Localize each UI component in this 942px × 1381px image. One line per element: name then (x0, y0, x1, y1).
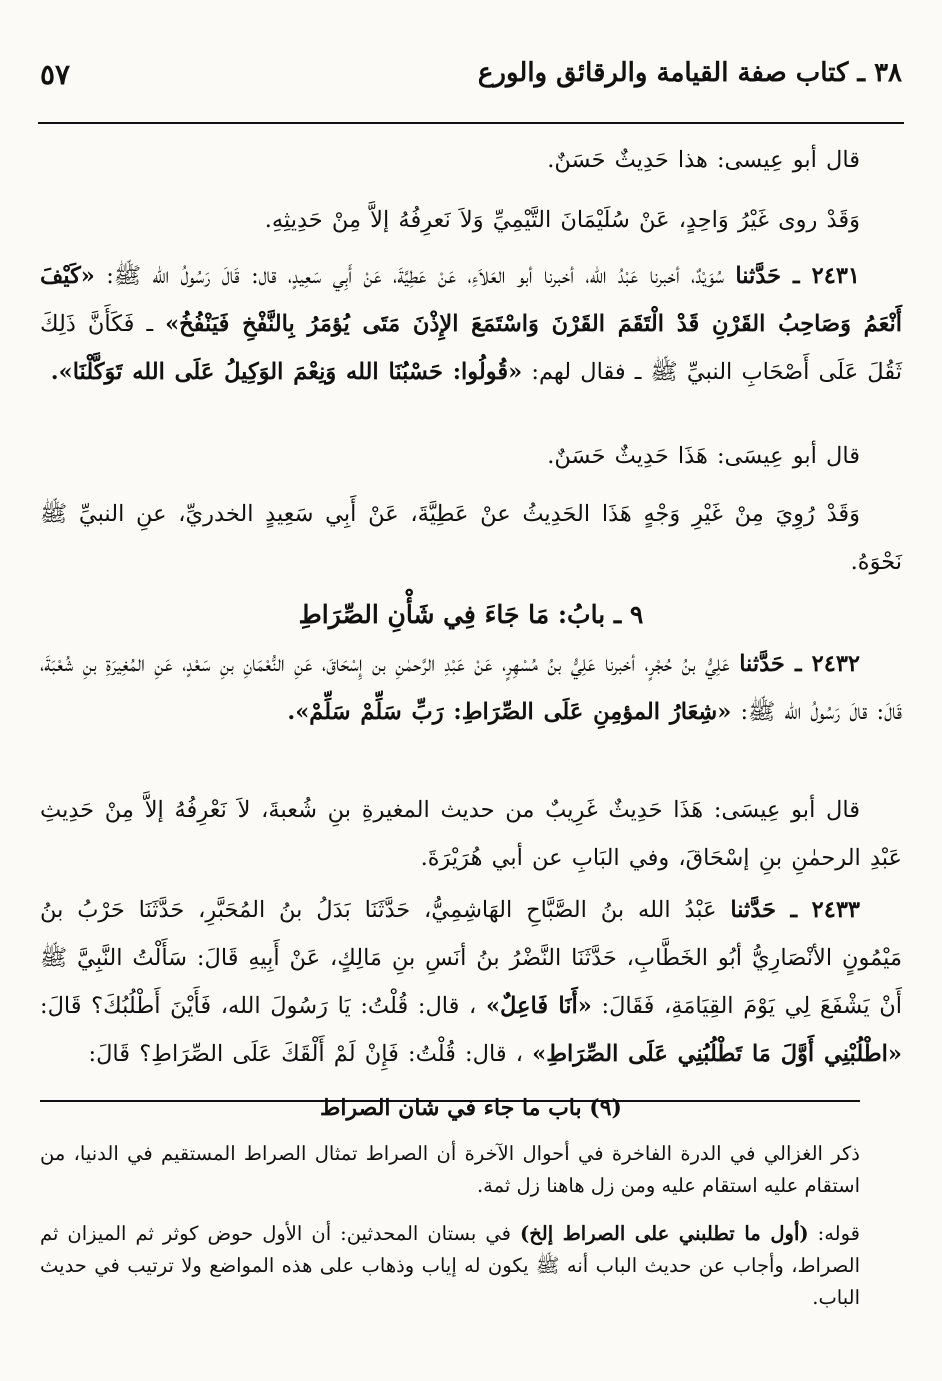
hadith-2433-narration-2: ، قال: قُلْتُ: فَإِنْ لَمْ أَلْقَكَ عَلَى الصِّرَاطِ؟ قَالَ: (88, 1041, 524, 1067)
hadith-2433-number: ٢٤٣٣ ـ حَدَّثنا (730, 897, 860, 923)
page-number: ٥٧ (40, 58, 71, 91)
footnote-lead: قوله: (808, 1222, 860, 1245)
footnote-paragraph-2 (40, 1218, 860, 1314)
hadith-2431-number: ٢٤٣١ ـ حَدَّثنا (735, 263, 861, 289)
hadith-2433 (40, 886, 902, 1078)
paragraph-abu-isa-2: قال أبو عِيسَى: هَذَا حَدِيثٌ حَسَنٌ. (547, 443, 860, 469)
hadith-2433-quote-2: «اطْلُبْنِي أَوَّلَ مَا تَطْلُبُنِي عَلَى الصِّرَاطِ» (532, 1041, 902, 1067)
hadith-2433-chain: عَبْدُ الله بنُ الصَّبَّاحِ الهَاشِمِيُّ، حَدَّثَنَا بَدَلُ بنُ المُحَبَّرِ، حَدَّثَنَا حَرْبُ بنُ مَيْمُونٍ الأنْصَارِيُّ أبُو الخَطَّابِ، حَدَّثَنَا النَّضْرُ بنُ أنَسِ بنِ مَالِكٍ، عَنْ أَبِيهِ قَالَ: سَأَلْتُ النَّبِيَّ ﷺ أَنْ يَشْفَعَ لِي يَوْمَ القِيَامَةِ، فَقَالَ: (40, 897, 902, 1019)
running-header-title: ٣٨ ـ كتاب صفة القيامة والرقائق والورع (477, 58, 902, 88)
footnote-quote: (أول ما تطلبني على الصراط إلخ) (519, 1222, 809, 1245)
hadith-2433-narration-1: ، قال: قُلْتُ: يَا رَسُولَ الله، فَأَيْنَ أَطْلُبُكَ؟ قَالَ: (40, 993, 477, 1019)
hadith-2431-chain: سُوَيْدٌ، أخبرنا عَبْدُ الله، أخبرنا أبو العَلاَءِ، عَنْ عَطِيَّةَ، عَنْ أَبِي سَعِيدٍ، قال: قَالَ رَسُولُ الله ﷺ: (106, 263, 724, 289)
hadith-2431-narration: ـ فَكَأَنَّ ذَلِكَ ثَقُلَ عَلَى أَصْحَابِ النبيِّ ﷺ ـ فقال لهم: (40, 311, 902, 385)
paragraph-abu-isa-3: قال أبو عِيسَى: هَذَا حَدِيثٌ غَرِيبٌ من حديث المغيرةِ بنِ شُعبةَ، لاَ نَعْرِفُهُ إلاَّ مِنْ حَدِيثِ عَبْدِ الرحمٰنِ بنِ إسْحَاقَ، وفي البَابِ عن أبي هُرَيْرَةَ. (40, 797, 902, 871)
footnote-paragraph-1: ذكر الغزالي في الدرة الفاخرة في أحوال الآخرة أن الصراط تمثال الصراط المستقيم في الدنيا، من استقام عليه استقام عليه ومن زل هاهنا زل ثمة. (40, 1142, 860, 1197)
hadith-2432-quote: «شِعَارُ المؤمِنِ عَلَى الصِّرَاطِ: رَبِّ سَلِّمْ سَلِّمْ». (287, 699, 732, 725)
hadith-2432-number: ٢٤٣٢ ـ حَدَّثنا (739, 651, 860, 677)
header-rule (38, 122, 904, 124)
hadith-2431 (40, 252, 902, 396)
chapter-heading: ٩ ـ بابُ: مَا جَاءَ فِي شَأْنِ الصِّرَاطِ (298, 600, 644, 629)
hadith-2432 (40, 640, 902, 736)
hadith-2431-quote-1: «كَيْفَ أَنْعَمُ وَصَاحِبُ القَرْنِ قَدْ الْتَقَمَ القَرْنَ وَاسْتَمَعَ الإِذْنَ مَتَى يُؤمَرُ بِالنَّفْخِ فَيَنْفُخُ» (40, 263, 902, 337)
footnote-title: (٩) باب ما جاء في شان الصراط (320, 1095, 622, 1121)
hadith-2431-quote-2: «قُولُوا: حَسْبُنَا الله وَنِعْمَ الوَكِيلُ عَلَى الله تَوَكَّلْنَا». (50, 359, 523, 385)
hadith-2432-chain: عَلِيُّ بنُ حُجْرٍ، أخبرنا عَلِيُّ بنُ مُسْهِرٍ، عَنْ عَبْدِ الرَّحمٰنِ بن إِسْحَاقَ، عَنِ النُّعْمَانِ بنِ سَعْدٍ، عَنِ المُغِيرَةِ بنِ شُعْبَةَ، قَالَ: قالَ رَسُولُ الله ﷺ: (40, 651, 902, 725)
footnote-body: في بستان المحدثين: أن الأول حوض كوثر ثم الميزان ثم الصراط، وأجاب عن حديث الباب أنه ﷺ يكون له إياب وذهاب على هذه المواضع ولا ترتيب في حديث الباب. (40, 1222, 860, 1309)
paragraph-narration-note-1: وَقَدْ روى غَيْرُ وَاحِدٍ، عَنْ سُلَيْمَانَ التَّيْمِيِّ وَلاَ نَعرِفُهُ إلاَّ مِنْ حَدِيثِهِ. (264, 207, 860, 233)
hadith-2433-quote-1: «أَنَا فَاعِلٌ» (485, 993, 592, 1019)
paragraph-narration-note-2: وَقَدْ رُوِيَ مِنْ غَيْرِ وَجْهٍ هَذَا الحَدِيثُ عنْ عَطِيَّةَ، عَنْ أَبِي سَعِيدٍ الخدريِّ، عنِ النبيِّ ﷺ نَحْوَهُ. (40, 501, 902, 575)
paragraph-abu-isa-1: قال أبو عِيسى: هذا حَدِيثٌ حَسَنٌ. (547, 147, 860, 173)
